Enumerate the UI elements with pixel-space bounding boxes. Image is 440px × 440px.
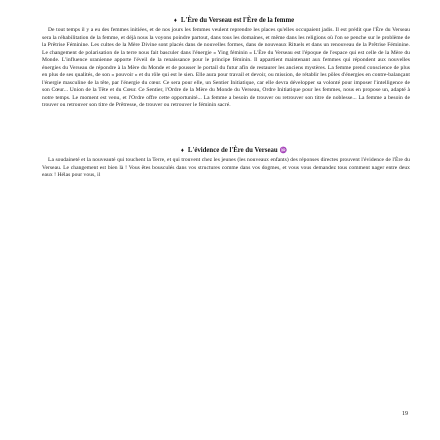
section-heading-evidence xyxy=(42,146,410,156)
section-title: L'Ère du Verseau est l'Ère de la femme xyxy=(180,17,295,24)
section-body-evidence: La soudaineté et la nouveauté qui touchent la Terre, et qui trouvent chez les jeunes (les nouveaux enfants) des réponses directes prouvent l'évidence de l'Ère du Verseau. Le changement est bien là ! Vous êtes bousculés dans vos structures comme dans vos dogmes, et vous vous demandez tous comment nager entre deux eaux ! Hélas pour vous, il xyxy=(42,157,410,179)
section-heading-femme xyxy=(42,16,410,26)
section-body-femme: De tout temps il y a eu des femmes initiées, et de nos jours les femmes veulent reprendre les places qu'elles occupaient jadis. Il est prédit que l'Ère du Verseau sera la réhabilitation de la femme, et déjà nous la voyons poindre partout, dans tous les domaines, et même dans les religions où l'on se penche sur le problème de la Prêtrise Féminine. Les cultes de la Mère Divine sont placés dans de nouvelles formes, dans de nouveaux Rituels et dans un renouveau de la Prêtrise Féminine. Le changement de polarisation de la terre nous fait basculer dans l'énergie « Ying féminin » L'Ère du Verseau est l'époque de l'espace qui est celle de la Mère du Monde. L'influence uranienne apporte l'éveil de la renaissance pour le principe féminin. Il appartient maintenant aux femmes qui répondent aux nouvelles énergies du Verseau de répondre à la Mère du Monde et de pousser le portail du futur afin de restaurer les anciens mystères. La femme prend conscience de plus en plus de ses qualités, de son « pouvoir » et du rôle qui est le sien. Elle aura pour travail et devoir, ou mission, de rétablir les pôles d'énergies en contre-balançant l'énergie masculine de la tête, par l'énergie du cœur. Ce sera pour elle, un Sentier Initiatique, car elle devra développer sa volonté pour imposer l'intelligence de son Cœur... Union de la Tête et du Cœur. Ce Sentier, l'Ordre de la Mère du Monde du Verseau, Ordre Initiatique pour les femmes, nous en propose un, adapté à notre temps. Le moment est venu, et l'Ordre offre cette opportunité... La femme a besoin de trouver ou retrouver son titre de noblesse... La femme a besoin de trouver ou retrouver son titre de Prêtresse, de trouver ou retrouver le féminin sacré. xyxy=(42,27,410,109)
aquarius-icon: ♒ xyxy=(279,148,288,155)
section-evidence xyxy=(42,146,410,180)
page-number: 19 xyxy=(402,411,408,417)
section-title: L'évidence de l'Ère du Verseau xyxy=(187,147,278,155)
diamond-bullet-icon: ♦ xyxy=(180,148,184,155)
diamond-bullet-icon: ♦ xyxy=(173,18,177,24)
